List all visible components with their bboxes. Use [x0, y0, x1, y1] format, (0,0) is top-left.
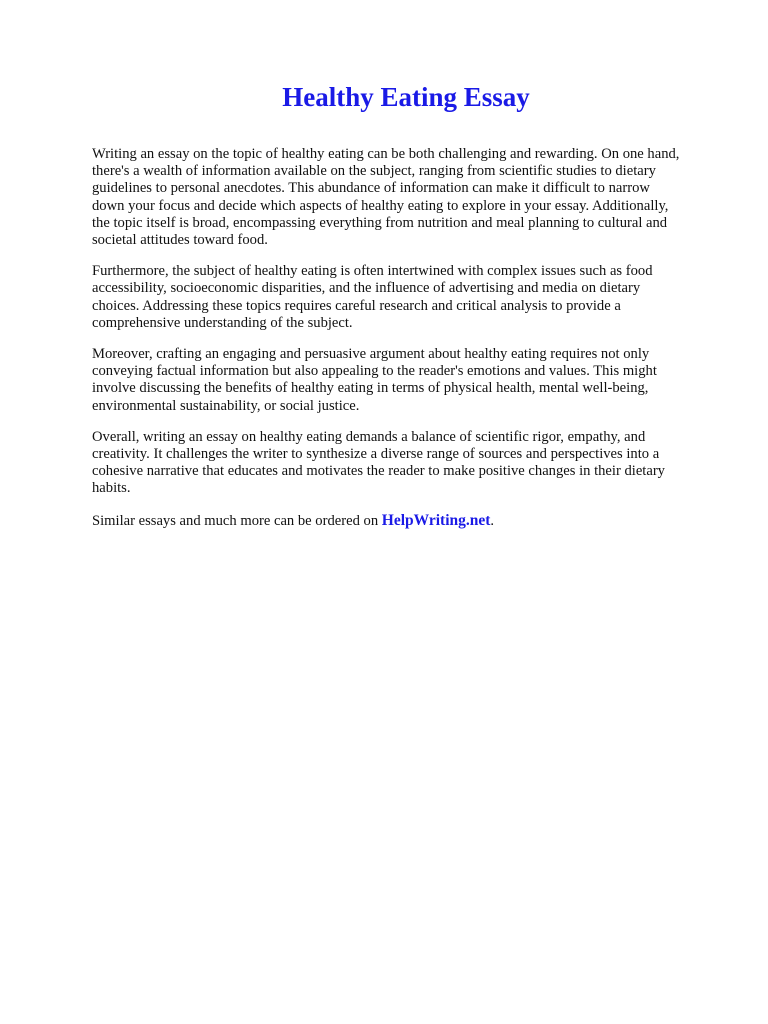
order-footer — [92, 512, 722, 530]
text-line: choices. Addressing these topics requires careful research and critical analysis to provide a — [92, 297, 621, 314]
text-line: Furthermore, the subject of healthy eating is often intertwined with complex issues such as food — [92, 263, 653, 280]
text-line: cohesive narrative that educates and motivates the reader to make positive changes in their dietary — [92, 463, 665, 480]
text-line: societal attitudes toward food. — [92, 232, 268, 249]
text-line: conveying factual information but also appealing to the reader's emotions and values. This might — [92, 363, 657, 380]
helpwriting-link[interactable]: HelpWriting.net — [381, 511, 491, 529]
paragraph-1 — [92, 146, 722, 249]
footer-suffix: . — [490, 512, 495, 529]
text-line: down your focus and decide which aspects of healthy eating to explore in your essay. Additionally, — [92, 197, 669, 214]
text-line: Moreover, crafting an engaging and persuasive argument about healthy eating requires not only — [92, 346, 650, 363]
text-line: accessibility, socioeconomic disparities, and the influence of advertising and media on dietary — [92, 280, 641, 297]
text-line: there's a wealth of information available on the subject, ranging from scientific studies to dietary — [92, 163, 656, 180]
text-line: environmental sustainability, or social justice. — [92, 397, 360, 414]
text-line: the topic itself is broad, encompassing everything from nutrition and meal planning to cultural and — [92, 214, 668, 231]
essay-body — [92, 146, 722, 530]
text-line: creativity. It challenges the writer to synthesize a diverse range of sources and perspectives into a — [92, 446, 660, 463]
paragraph-2 — [92, 263, 722, 332]
text-line: guidelines to personal anecdotes. This abundance of information can make it difficult to narrow — [92, 180, 650, 197]
paragraph-4 — [92, 429, 722, 498]
document-title: Healthy Eating Essay — [282, 82, 530, 112]
text-line: Writing an essay on the topic of healthy eating can be both challenging and rewarding. On one hand, — [92, 146, 680, 162]
text-line: Overall, writing an essay on healthy eating demands a balance of scientific rigor, empathy, and — [92, 428, 646, 445]
paragraph-3 — [92, 346, 722, 415]
footer-prefix: Similar essays and much more can be ordered on — [92, 512, 382, 529]
text-line: habits. — [92, 480, 131, 497]
text-line: comprehensive understanding of the subject. — [92, 314, 353, 331]
text-line: involve discussing the benefits of healthy eating in terms of physical health, mental well-being, — [92, 380, 649, 397]
